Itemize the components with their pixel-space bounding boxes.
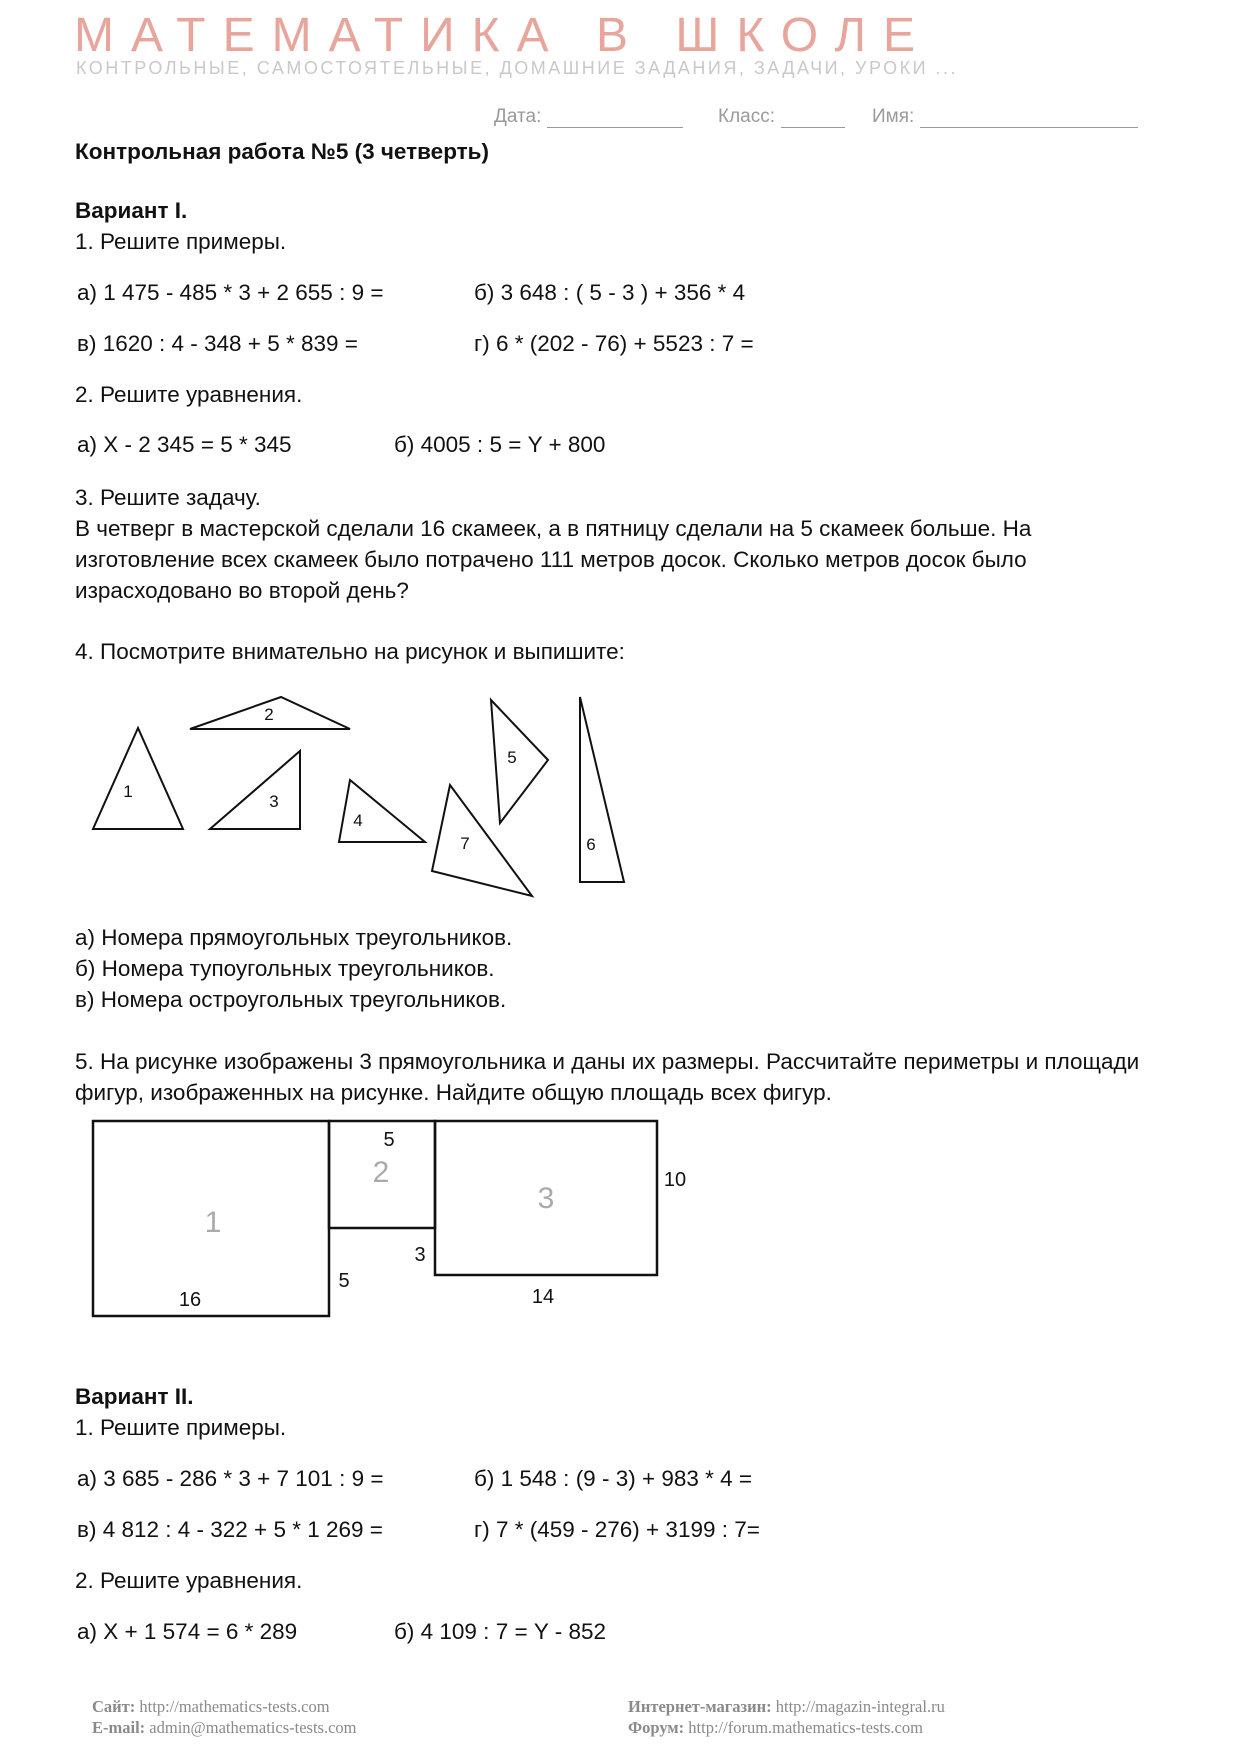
site-logo-subtitle: КОНТРОЛЬНЫЕ, САМОСТОЯТЕЛЬНЫЕ, ДОМАШНИЕ ЗАДАНИЯ, ЗАДАЧИ, УРОКИ ... (76, 58, 959, 78)
date-label: Дата: (494, 106, 542, 127)
footer-email-label: E-mail: (92, 1718, 146, 1737)
dim-rect1-width: 16 (178, 1289, 202, 1311)
document-title: Контрольная работа №5 (3 четверть) (75, 139, 489, 164)
v1-task2-b: б) 4005 : 5 = Y + 800 (394, 432, 606, 457)
dim-rect2-step: 3 (414, 1244, 426, 1266)
v2-task1-b: б) 1 548 : (9 - 3) + 983 * 4 = (474, 1466, 753, 1491)
footer-forum-link[interactable]: http://forum.mathematics-tests.com (688, 1718, 923, 1737)
footer-site-label: Сайт: (92, 1697, 136, 1716)
v1-task3-heading: 3. Решите задачу. (75, 485, 261, 510)
footer-email-link[interactable]: admin@mathematics-tests.com (149, 1718, 357, 1737)
v2-task1-heading: 1. Решите примеры. (75, 1415, 287, 1440)
triangle-label-4: 4 (353, 811, 363, 830)
rectangle-label-3: 3 (537, 1182, 555, 1215)
v1-task3-text: В четверг в мастерской сделали 16 скамеек, а в пятницу сделали на 5 скамеек больше. На изготовление всех скамеек было потрачено 111 метров досок. Сколько метров досок было израсходовано во второй день? (75, 516, 1032, 603)
triangle-label-6: 6 (586, 835, 596, 854)
footer-forum-label: Форум: (628, 1718, 685, 1737)
triangle-label-2: 2 (264, 705, 274, 724)
v1-task1-a: а) 1 475 - 485 * 3 + 2 655 : 9 = (77, 280, 384, 305)
v1-task1-heading: 1. Решите примеры. (75, 229, 287, 254)
triangle-label-7: 7 (460, 834, 470, 853)
v1-task4-c: в) Номера остроугольных треугольников. (75, 987, 507, 1012)
v2-task2-a: а) X + 1 574 = 6 * 289 (77, 1619, 298, 1644)
v2-task1-a: а) 3 685 - 286 * 3 + 7 101 : 9 = (77, 1466, 384, 1491)
footer-site (92, 1696, 330, 1717)
dim-rect3-height: 10 (663, 1169, 687, 1191)
name-label: Имя: (872, 106, 915, 127)
v1-task4-a: а) Номера прямоугольных треугольников. (75, 925, 513, 950)
triangle-label-1: 1 (123, 782, 133, 801)
variant2-title: Вариант II. (75, 1384, 194, 1409)
v1-task4-heading: 4. Посмотрите внимательно на рисунок и выпишите: (75, 639, 625, 664)
footer-shop (628, 1696, 945, 1717)
class-label: Класс: (718, 106, 775, 127)
v1-task4-b: б) Номера тупоугольных треугольников. (75, 956, 495, 981)
v2-task1-c: в) 4 812 : 4 - 322 + 5 * 1 269 = (77, 1517, 383, 1542)
triangle-label-3: 3 (269, 792, 279, 811)
footer-email (92, 1717, 356, 1738)
variant1-title: Вариант I. (75, 198, 188, 223)
footer-site-link[interactable]: http://mathematics-tests.com (139, 1697, 330, 1716)
v1-task1-c: в) 1620 : 4 - 348 + 5 * 839 = (77, 331, 358, 356)
v1-task2-a: а) X - 2 345 = 5 * 345 (77, 432, 292, 457)
v1-task1-b: б) 3 648 : ( 5 - 3 ) + 356 * 4 (474, 280, 746, 305)
footer-shop-label: Интернет-магазин: (628, 1697, 772, 1716)
v1-task5-heading: 5. На рисунке изображены 3 прямоугольника и даны их размеры. Рассчитайте периметры и площади фигур, изображенных на рисунке. Найдите общую площадь всех фигур. (75, 1049, 1140, 1105)
dim-rect2-top: 5 (383, 1129, 395, 1151)
v2-task2-b: б) 4 109 : 7 = Y - 852 (394, 1619, 606, 1644)
v1-task1-d: г) 6 * (202 - 76) + 5523 : 7 = (474, 331, 754, 356)
rectangle-label-2: 2 (372, 1156, 390, 1189)
footer-forum (628, 1717, 923, 1738)
footer-shop-link[interactable]: http://magazin-integral.ru (775, 1697, 945, 1716)
site-logo-title: МАТЕМАТИКА В ШКОЛЕ (74, 9, 933, 62)
v2-task1-d: г) 7 * (459 - 276) + 3199 : 7= (474, 1517, 760, 1542)
v1-task2-heading: 2. Решите уравнения. (75, 382, 303, 407)
dim-rect3-width: 14 (531, 1286, 555, 1308)
triangle-label-5: 5 (507, 748, 517, 767)
v2-task2-heading: 2. Решите уравнения. (75, 1568, 303, 1593)
dim-rect1-side: 5 (338, 1270, 350, 1292)
rectangle-label-1: 1 (204, 1206, 222, 1239)
